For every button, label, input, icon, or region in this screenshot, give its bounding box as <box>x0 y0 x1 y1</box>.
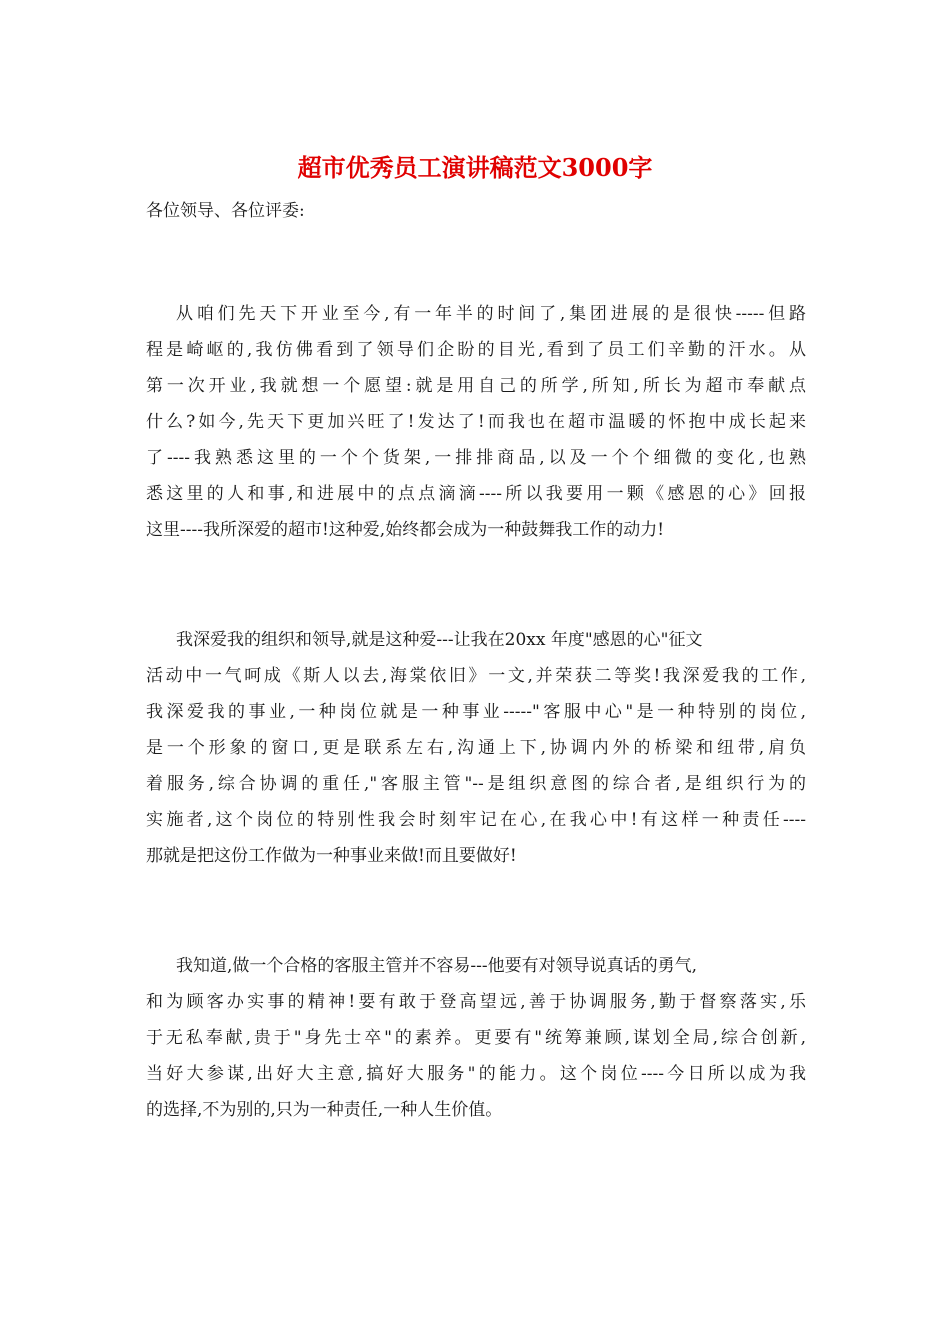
paragraph-line: 什么?如今,先天下更加兴旺了!发达了!而我也在超市温暖的怀抱中成长起来 <box>146 412 806 432</box>
paragraph-line: 和为顾客办实事的精神!要有敢于登高望远,善于协调服务,勤于督察落实,乐 <box>146 992 806 1012</box>
paragraph-line: 于无私奉献,贵于"身先士卒"的素养。更要有"统筹兼顾,谋划全局,综合创新, <box>146 1028 806 1048</box>
paragraph-1 <box>146 296 806 548</box>
paragraph-line: 我深爱我的组织和领导,就是这种爱---让我在20xx 年度"感恩的心"征文 <box>176 630 703 650</box>
document-title: 超市优秀员工演讲稿范文3000字 <box>297 153 653 182</box>
paragraph-line: 是一个形象的窗口,更是联系左右,沟通上下,协调内外的桥梁和纽带,肩负 <box>146 738 806 758</box>
paragraph-line: 我深爱我的事业,一种岗位就是一种事业-----"客服中心"是一种特别的岗位, <box>146 702 806 722</box>
paragraph-line: 着服务,综合协调的重任,"客服主管"--是组织意图的综合者,是组织行为的 <box>146 774 806 794</box>
paragraph-2 <box>146 622 806 874</box>
greeting: 各位领导、各位评委: <box>146 201 305 221</box>
paragraph-line: 活动中一气呵成《斯人以去,海棠依旧》一文,并荣获二等奖!我深爱我的工作, <box>146 666 806 686</box>
paragraph-line: 当好大参谋,出好大主意,搞好大服务"的能力。这个岗位----今日所以成为我 <box>146 1064 806 1084</box>
paragraph-line: 实施者,这个岗位的特别性我会时刻牢记在心,在我心中!有这样一种责任---- <box>146 810 806 830</box>
paragraph-line: 那就是把这份工作做为一种事业来做!而且要做好! <box>146 846 517 866</box>
paragraph-line: 了----我熟悉这里的一个个货架,一排排商品,以及一个个细微的变化,也熟 <box>146 448 806 468</box>
paragraph-line: 第一次开业,我就想一个愿望:就是用自己的所学,所知,所长为超市奉献点 <box>146 376 806 396</box>
paragraph-line: 程是崎岖的,我仿佛看到了领导们企盼的目光,看到了员工们辛勤的汗水。从 <box>146 340 806 360</box>
paragraph-line: 我知道,做一个合格的客服主管并不容易---他要有对领导说真话的勇气, <box>176 956 698 976</box>
paragraph-line: 悉这里的人和事,和进展中的点点滴滴----所以我要用一颗《感恩的心》回报 <box>146 484 806 504</box>
paragraph-line: 从咱们先天下开业至今,有一年半的时间了,集团进展的是很快-----但路 <box>176 304 806 324</box>
paragraph-line: 这里----我所深爱的超市!这种爱,始终都会成为一种鼓舞我工作的动力! <box>146 520 665 540</box>
paragraph-line: 的选择,不为别的,只为一种责任,一种人生价值。 <box>146 1100 503 1120</box>
paragraph-3 <box>146 948 806 1128</box>
